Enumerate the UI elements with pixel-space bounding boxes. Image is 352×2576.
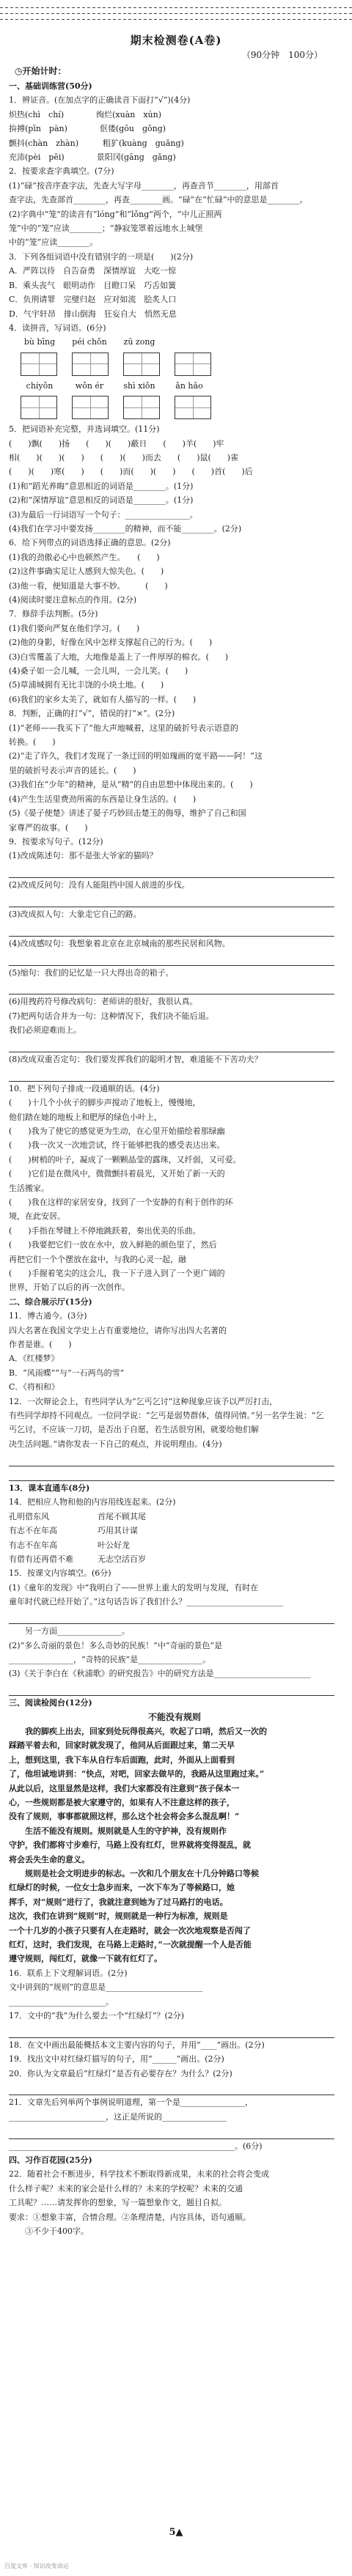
question-line: 孔明借东风 首尾不顾其尾 bbox=[9, 1511, 146, 1521]
question-line: B．乘头丧气 眼明动作 目瞪口呆 巧舌如簧 bbox=[9, 280, 177, 290]
question-line: ( )我在这样的家居安身，找到了一个安静的有利于创作的环 bbox=[9, 1197, 233, 1207]
question-line: (7)把两句话合并为一句：这种情况下，我们决不能后退。 bbox=[9, 1011, 214, 1021]
question-line: ________________________，这正是所说的________________ bbox=[9, 2111, 227, 2122]
question-line: (8)改成双重否定句：我们要发挥我们的聪明才智，难道能不下苦功夫？ bbox=[9, 1054, 263, 1064]
answer-line[interactable] bbox=[9, 1609, 334, 1624]
question-line: (2)这件事确实足让人感到大惊失色。( ) bbox=[9, 567, 164, 577]
answer-line[interactable] bbox=[9, 893, 334, 907]
writing-box[interactable] bbox=[21, 353, 57, 376]
question-line: ③不少于400字。 bbox=[9, 2226, 89, 2237]
question-line: 4．读拼音，写词语。(6分) bbox=[9, 322, 106, 333]
dashed-divider bbox=[0, 7, 352, 8]
dashed-divider bbox=[0, 19, 352, 20]
question-line: (3)他一看，便知道是大事不妙。 ( ) bbox=[9, 580, 168, 591]
writing-box[interactable] bbox=[72, 396, 109, 419]
question-line: (4)改成感叹句：我想象着北京在北京城南的那些民居和风物。 bbox=[9, 938, 230, 948]
question-line: (3)为最后一行词语写一个句子：________________。 bbox=[9, 509, 198, 520]
question-line: (1)《童年的发现》中“我明白了——世界上重大的发明与发现，有时在 bbox=[9, 1582, 259, 1593]
question-line: 相( )( )( ) ( )( )而去 ( )鼠( )雀 bbox=[9, 452, 239, 462]
question-line: 工具呢？……请发挥你的想象，写一篇想象作文，题目自拟。 bbox=[9, 2198, 227, 2208]
question-line: ( )手握着笔尖的这会儿，我一下子进入到了一个更广阔的 bbox=[9, 1268, 225, 1278]
answer-line[interactable] bbox=[9, 2023, 334, 2037]
question-line: (2)他的身影，好像在风中怎样支撑起自己的行为。( ) bbox=[9, 638, 213, 648]
answer-line[interactable] bbox=[9, 1466, 334, 1481]
question-line: ( )( )寒( ) ( )而( )( ) ( )首( )后 bbox=[9, 467, 253, 477]
question-line: 5．把词语补充完整，并选词填空。(11分) bbox=[9, 424, 160, 435]
passage-line: 上，想到这里，我下车从自行车后面跑，此时，外面从上面看到 bbox=[9, 1754, 235, 1765]
section-heading: 13．课本直通车(8分) bbox=[9, 1483, 90, 1494]
writing-box[interactable] bbox=[72, 353, 109, 376]
question-line: (2)“走了许久，我们才发现了一条迂回的明如瑰画的宽平路——阿！”这 bbox=[9, 751, 263, 761]
writing-box[interactable] bbox=[123, 353, 160, 376]
question-line: ( )它们是在微风中，微微颤抖着晨光，又开始了新一天的 bbox=[9, 1169, 225, 1179]
question-line: 有借有还再借不难 无志空活百岁 bbox=[9, 1554, 146, 1565]
answer-line[interactable] bbox=[9, 1681, 334, 1696]
question-line: (1)我们要向严复在他们学习。( ) bbox=[9, 623, 140, 633]
question-line: 3．下列各组词语中没有错别字的一项是( )(2分) bbox=[9, 251, 194, 262]
answer-line[interactable] bbox=[9, 863, 334, 878]
question-line: (5)《晏子使楚》讲述了晏子巧妙回击楚王的侮辱，维护了自己和国 bbox=[9, 808, 246, 819]
footer-watermark: 百度文库 · 知识改变命运 bbox=[4, 2563, 69, 2569]
question-line: (4)桑子如一会儿喊，一会儿叫，一会儿笑。( ) bbox=[9, 666, 188, 676]
question-line: 查字法，先查部首________，再查________画。“碌”在“忙碌”中的意思是________。 bbox=[9, 195, 308, 205]
section-heading: 二、综合展示厅(15分) bbox=[9, 1296, 92, 1307]
writing-box[interactable] bbox=[175, 396, 211, 419]
question-line: C．《将相和》 bbox=[9, 1382, 59, 1392]
question-line: 境，在此安居。 bbox=[9, 1211, 65, 1222]
question-line: A．《红楼梦》 bbox=[9, 1354, 59, 1364]
clock-icon: ◷ bbox=[15, 66, 23, 76]
question-line: ________________________________________________________。(6分) bbox=[9, 2141, 263, 2151]
timer-text: 开始计时： bbox=[22, 66, 67, 76]
question-line: 18．在文中画出最能概括本文主要内容的句子，并用“____”画出。(2分) bbox=[9, 2040, 265, 2050]
question-line: (3)我们在“少年”的精神，是从“精”的自由思想中体现出来的。( ) bbox=[9, 780, 253, 790]
passage-line: 红灯，这时，我们发现，在马路上走路时，”一次就提醒一个人是否能 bbox=[9, 1940, 252, 1950]
passage-line: 没有了规则，事事都就照这样，那么这个社会将会多么混乱啊！” bbox=[9, 1812, 240, 1822]
question-line: ( )我一次又一次地尝试，终于能够把我的感受表达出来。 bbox=[9, 1140, 225, 1151]
question-line: 有志不在年高 巧用其计谋 bbox=[9, 1526, 138, 1536]
start-timer-label bbox=[15, 64, 67, 77]
question-line: ( )树梢的叶子，凝成了一颗颗晶莹的露珠，又纤弱，又可爱。 bbox=[9, 1154, 241, 1165]
question-line: (4)阅读时要注意标点的作用。(2分) bbox=[9, 595, 137, 605]
question-line: (1)“碌”按音序查字法，先查大写字母________，再查音节________，用部首 bbox=[9, 180, 279, 191]
question-line: (4)我们在学习中要发扬________的精神，而不能________。(2分) bbox=[9, 523, 242, 534]
question-line: (1)改成陈述句：那不是张大爷家的猫吗？ bbox=[9, 851, 158, 861]
question-line: 生活搬家。 bbox=[9, 1183, 49, 1193]
question-line: A．严阵以待 自告奋勇 深情厚谊 大吃一惊 bbox=[9, 266, 176, 276]
passage-line: 守护，我们都将寸步难行，马路上没有红灯，世界就将变得混乱，就 bbox=[9, 1840, 251, 1850]
question-line: (2)和“深情厚谊”意思相反的词语是________。(1分) bbox=[9, 495, 194, 506]
section-heading: 四、习作百花园(25分) bbox=[9, 2155, 92, 2166]
question-line: 8．判断，正确的打“√”，错误的打“×”。(2分) bbox=[9, 709, 175, 719]
question-line: 颤抖(chàn zhàn) 粗犷(kuàng guǎng) bbox=[9, 138, 184, 148]
question-line: 10．把下列句子排成一段通顺的话。(4分) bbox=[9, 1083, 160, 1093]
question-line: ( )十几个小伙子的脚步声搅动了地板上，慢慢地， bbox=[9, 1098, 201, 1108]
question-line: 再把它们一个个摆放在盆中，与我的心灵一起，融 bbox=[9, 1254, 186, 1264]
answer-line[interactable] bbox=[9, 921, 334, 936]
question-line: 11．博古通今。(3分) bbox=[9, 1311, 87, 1321]
answer-line[interactable] bbox=[9, 1451, 334, 1466]
passage-line: 红绿灯的时候，一位女士急步而来，一次下车为了等候路口，她 bbox=[9, 1883, 235, 1893]
question-line: 家尊严的故事。( ) bbox=[9, 822, 88, 833]
question-line: 7．修辞手法判断。(5分) bbox=[9, 609, 98, 619]
question-line: (3)改成拟人句：大象走它自己的路。 bbox=[9, 909, 142, 919]
question-line: (1)“老师——我买下了”他大声地喊着，这里的破折号表示语意的 bbox=[9, 723, 238, 733]
question-line: 16．联系上下文理解词语。(2分) bbox=[9, 1968, 128, 1978]
passage-line: 生活不能没有规则。规则就是人生的守护神，没有规则作 bbox=[9, 1826, 227, 1836]
tianzige-boxes bbox=[9, 350, 340, 379]
passage-line: 挥手，对“规则”进行了，我就注意到她为了过马路打的电话。 bbox=[9, 1897, 228, 1907]
passage-line: 了，他坦诚地讲到：“快点，对吧，回家去做早的，我路从这里跑过来。” bbox=[9, 1769, 265, 1779]
answer-line[interactable] bbox=[9, 1038, 334, 1052]
question-line: 拚搏(pīn pàn) 伛偻(gōu gǒng) bbox=[9, 124, 166, 134]
pinyin-label: péi chǒn bbox=[72, 337, 107, 347]
question-line: 21．文章先后列举两个事例说明道理，第一个是________________， bbox=[9, 2097, 253, 2108]
question-line: 四大名著在我国文学史上占有重要地位，请你写出四大名著的 bbox=[9, 1325, 227, 1335]
question-line: 丐乞讨，不应该一刀切，是否出于自愿，若生活很穷困，就要给他们解 bbox=[9, 1425, 259, 1435]
question-line: D．气宇轩昂 排山倒海 狂妄自大 悄然无息 bbox=[9, 309, 177, 319]
passage-line: 心，一些规则都是被大家遵守的，如果有人不注意这样的孩子， bbox=[9, 1797, 235, 1807]
question-line: 19．找出文中对红绿灯描写的句子，用“______”画出。(2分) bbox=[9, 2054, 224, 2064]
question-line: 什么样子呢？未来的家会是什么样的？未来的学校呢？未来的交通 bbox=[9, 2183, 243, 2193]
question-line: 里的破折号表示声音的延长。( ) bbox=[9, 765, 136, 775]
passage-line: 这次，我们在讲到“规则”时，规则就是一种行为标准，规则是 bbox=[9, 1911, 228, 1922]
question-line: 17．文中的“我”为什么要去一个“红绿灯”？(2分) bbox=[9, 2011, 185, 2021]
question-line: 笼”中的“笼”应读________；“静寂笼罩着远地水上城堡 bbox=[9, 224, 203, 234]
question-line: ________________，“奇特的民族”是________________。 bbox=[9, 1654, 211, 1664]
passage-line: 遵守规则，闯红灯，就像一下就有红灯了。 bbox=[9, 1954, 162, 1964]
pinyin-label: wǒn ér bbox=[75, 380, 104, 391]
question-line: 充沛(pèi pēi) 景阳冈(gāng gǎng) bbox=[9, 152, 176, 163]
question-line: 中的“笼”应读________。 bbox=[9, 237, 98, 248]
question-line: 15．按课文内容填空。(6分) bbox=[9, 1568, 111, 1579]
question-line: 另一方面________________。 bbox=[9, 1626, 130, 1636]
question-line: (6)用拽药符号修改病句：老师讲的很好，我很认真。 bbox=[9, 997, 198, 1007]
passage-title: 不能没有规则 bbox=[147, 1711, 201, 1722]
question-line: (5)草浦城拥有无比丰饶的小块土地。( ) bbox=[9, 680, 164, 690]
question-line: (2)改成反问句：没有人能阻挡中国人前进的步伐。 bbox=[9, 880, 190, 890]
question-line: 要求：①想象丰富，合情合理。②条理清楚，内容具体，语句通顺。 bbox=[9, 2212, 251, 2222]
question-line: 有些同学却持不同观点。一位同学说：“乞丐是弱势群体，值得同情。”另一名学生说：“乞 bbox=[9, 1411, 324, 1421]
question-line: (1)和“蹈光养晦”意思相近的词语是________。(1分) bbox=[9, 481, 194, 491]
answer-line[interactable] bbox=[9, 2081, 334, 2095]
section-heading: 一、基础训练营(50分) bbox=[9, 81, 92, 91]
question-line: (2)“多么奇丽的景色！多么奇妙的民族！”中“奇丽的景色”是 bbox=[9, 1640, 223, 1650]
question-line: 14．把相应人物和他的内容用线连起来。(2分) bbox=[9, 1497, 176, 1507]
tianzige-boxes bbox=[9, 393, 340, 422]
question-line: 我们必须迎难而上。 bbox=[9, 1025, 81, 1036]
question-line: 20．你认为文章最后“红绿灯”是否有必要存在？为什么？(2分) bbox=[9, 2068, 232, 2078]
pinyin-writing-group bbox=[9, 335, 340, 378]
question-line: 决生活问题。”请你发表一下自己的观点，并说明理由。(4分) bbox=[9, 1439, 222, 1449]
writing-box[interactable] bbox=[21, 396, 57, 419]
question-line: 2．按要求查字典填空。(7分) bbox=[9, 166, 114, 177]
page-number: 5▲ bbox=[169, 2527, 183, 2538]
question-line: 世界，开始了以后的再一次创作。 bbox=[9, 1283, 130, 1293]
passage-line: 一个十几岁的小孩子只要有人在走路时，就会一次次地观察是否闯了 bbox=[9, 1925, 251, 1935]
question-line: B．“风雨蝶””与“一石两鸟的雪” bbox=[9, 1368, 125, 1378]
question-line: (1)我的劲傲必心中也顿然产生。 ( ) bbox=[9, 552, 160, 562]
question-line: 12．一次辩论会上，有些同学认为“乞丐乞讨”这种现象应该予以严厉打击， bbox=[9, 1396, 278, 1406]
answer-line[interactable] bbox=[9, 2124, 334, 2138]
question-line: ( )我为了使它的感觉更为生动，在心里开始描绘着那绿幽 bbox=[9, 1126, 225, 1136]
question-line: 文中讲到的“规则”的意思是________________________ bbox=[9, 1982, 203, 1993]
time-score-info: （90分钟 100分） bbox=[241, 50, 323, 60]
passage-line: 从此以后，这里显然是这样，我们大家都没有注意到“孩子保本一 bbox=[9, 1783, 240, 1793]
passage-line: 规则是社会文明进步的标志。一次和几个朋友在十几分钟路口等候 bbox=[9, 1868, 259, 1878]
question-line: 22．随着社会不断进步，科学技术不断取得新成果，未来的社会将会变成 bbox=[9, 2169, 269, 2180]
answer-line[interactable] bbox=[9, 1066, 334, 1081]
question-line: (3)白雪覆盖了大地，大地像是盖上了一件厚厚的棉衣。( ) bbox=[9, 652, 229, 662]
question-line: 炽热(chì chí) 绚烂(xuàn xún) bbox=[9, 109, 161, 119]
writing-box[interactable] bbox=[175, 353, 211, 376]
pinyin-row bbox=[9, 335, 340, 349]
question-line: 1．辨证音。(在加点字的正确读音下面打“√”)(4分) bbox=[9, 95, 191, 106]
pinyin-writing-group bbox=[9, 379, 340, 422]
question-line: (2)字典中“笼”的读音有“lóng”和“lǒng”两个，“中儿正照两 bbox=[9, 209, 222, 219]
question-line: ( )手指在琴键上不停地跳跃着，奏出优美的乐曲。 bbox=[9, 1225, 201, 1236]
pinyin-label: ǎn hǎo bbox=[175, 380, 203, 391]
question-line: 转换。( ) bbox=[9, 737, 56, 748]
section-heading: 三、阅读检阅台(12分) bbox=[9, 1698, 92, 1708]
pinyin-label: bù bīng bbox=[23, 337, 56, 347]
question-line: (6)我们的家乡太美了，就如有人描写的一样。( ) bbox=[9, 694, 197, 704]
exam-content bbox=[9, 79, 340, 2239]
question-line: ( )飘( )扬 ( )( )蔽日 ( )羊( )牢 bbox=[9, 438, 224, 449]
question-line: (4)产生生活里费劲所需的东西是让身生活的。( ) bbox=[9, 794, 197, 804]
passage-line: 踩踏平着去和，回家时就发现了，他同从后面跟过来，第二天早 bbox=[9, 1741, 235, 1751]
question-line: (5)缩句：我们的记忆是一只大得出奇的箱子。 bbox=[9, 967, 174, 978]
pinyin-row bbox=[9, 379, 340, 393]
question-line: ________________________。 bbox=[9, 1996, 114, 2007]
answer-line[interactable] bbox=[9, 951, 334, 965]
question-line: 他们踏在她的地板上和肥厚的绿色小叶上， bbox=[9, 1112, 162, 1122]
writing-box[interactable] bbox=[123, 396, 160, 419]
answer-line[interactable] bbox=[9, 980, 334, 994]
question-line: (3)《关于李白在《秋浦歌》的研究报告》中的研究方法是________________________ bbox=[9, 1669, 311, 1679]
pinyin-label: chíyǒn bbox=[26, 380, 54, 391]
passage-line: 将会丢失生命的意义。 bbox=[9, 1854, 89, 1864]
pinyin-label: shì xiǒn bbox=[123, 380, 155, 391]
question-line: C．负荆请罪 完璧归赵 应对如流 脍炙人口 bbox=[9, 295, 177, 305]
pinyin-label bbox=[172, 335, 207, 349]
question-line: 有志不在年高 叶公好龙 bbox=[9, 1540, 130, 1550]
passage-line: 我的脚疾上出去，回家到处玩得很高兴，吹起了口哨，然后又一次的 bbox=[9, 1726, 267, 1736]
dashed-divider bbox=[0, 13, 352, 14]
question-line: 作者是谁。( ) bbox=[9, 1340, 72, 1350]
question-line: ( )我要把它们一放在水中，放入鲜艳的颜色里了，然后 bbox=[9, 1240, 217, 1250]
exam-title: 期末检测卷(A卷) bbox=[130, 34, 222, 47]
question-line: 童年时代就已经开始了。”这句话告诉了我们什么？________________________ bbox=[9, 1597, 284, 1607]
question-line: 9．按要求写句子。(12分) bbox=[9, 836, 103, 846]
question-line: 6．给下列带点的词语选择正确的意思。(2分) bbox=[9, 538, 171, 548]
pinyin-label: zū zong bbox=[123, 337, 155, 347]
